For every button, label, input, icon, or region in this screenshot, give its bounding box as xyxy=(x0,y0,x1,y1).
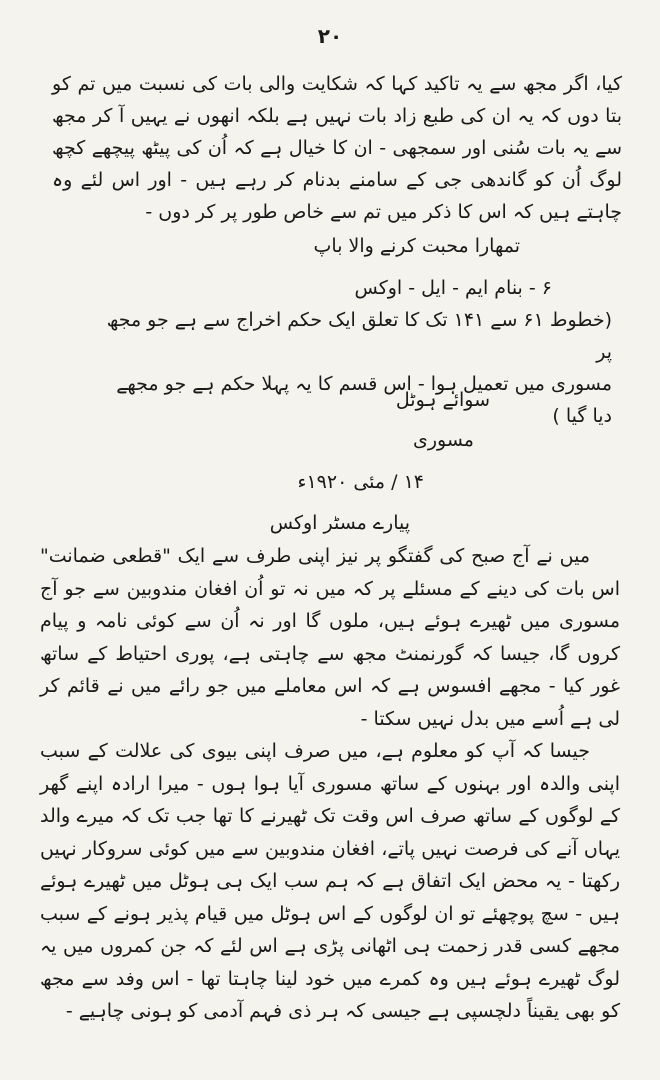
intro-paragraph xyxy=(52,68,622,228)
letter-paragraph-2: جیسا کہ آپ کو معلوم ہے، میں صرف اپنی بیوی کی علالت کے سبب اپنی والدہ اور بہنوں کے ساتھ مسوری آیا ہوا ہوں - میرا ارادہ اپنے گھر کے لوگوں کے ساتھ صرف اس وقت تک ٹھیرنے کا تھا جب تک کہ میرے والد یہاں آنے کی فرصت نہیں پاتے، افغان مندوبین سے میں کوئی سروکار نہیں رکھتا - یہ محض ایک اتفاق ہے کہ ہم سب ایک ہی ہوٹل میں ٹھیرے ہوئے ہیں - سچ پوچھئے تو ان لوگوں کے اس ہوٹل میں قیام پذیر ہونے کے سبب مجھے کسی قدر زحمت ہی اٹھانی پڑی ہے اس لئے کہ جن کمروں میں یہ لوگ ٹھیرے ہوئے ہیں وہ کمرے میں خود لینا چاہتا تھا - اس وفد سے مجھ کو بھی یقیناً دلچسپی ہے جیسی کہ ہر ذی فہم آدمی کو ہونی چاہیے - xyxy=(40,740,620,1022)
letter-note-line-2: مسوری میں تعمیل ہوا - اس قسم کا یہ پہلا حکم ہے جو مجھے دیا گیا ) xyxy=(116,373,612,427)
page-number: ۲۰ xyxy=(317,24,343,48)
closing-signature: تمھارا محبت کرنے والا باپ xyxy=(313,235,520,257)
letter-body xyxy=(40,540,620,1028)
letter-heading: ۶ - بنام ایم - ایل - اوکس xyxy=(354,277,552,299)
letter-date: ۱۴ / مئی ۱۹۲۰ء xyxy=(297,471,424,493)
city-name: مسوری xyxy=(413,429,474,451)
intro-paragraph-text: کیا، اگر مجھ سے یہ تاکید کہا کہ شکایت والی بات کی نسبت میں تم کو بتا دوں کہ یہ ان کی طبع زاد بات نہیں ہے بلکہ انھوں نے یہیں آ کر مجھ سے یہ بات سُنی اور سمجھی - ان کا خیال ہے کہ اُن کی پیٹھ پیچھے کچھ لوگ اُن کو گاندھی جی کے سامنے بدنام کر رہے ہیں - اور اس لئے وہ چاہتے ہیں کہ اس کا ذکر میں تم سے خاص طور پر کر دوں - xyxy=(52,73,622,223)
letter-paragraph-1: میں نے آج صبح کی گفتگو پر نیز اپنی طرف سے ایک "قطعی ضمانت" اس بات کی دینے کے مسئلے پر کہ میں نہ تو اُن افغان مندوبین سے جو آج مسوری میں ٹھیرے ہوئے ہیں، ملوں گا اور نہ اُن سے کوئی نامہ و پیام کروں گا، جیسا کہ گورنمنٹ مجھ سے چاہتی ہے، پوری احتیاط کے ساتھ غور کیا - مجھے افسوس ہے کہ اس معاملے میں جو رائے میں نے قائم کر لی ہے اُسے میں بدل نہیں سکتا - xyxy=(40,545,620,730)
letter-note-line-1: (خطوط ۶۱ سے ۱۴۱ تک کا تعلق ایک حکم اخراج سے ہے جو مجھ پر xyxy=(106,309,612,363)
letter-header xyxy=(92,272,612,432)
hotel-name: سوائے ہوٹل xyxy=(395,389,490,411)
salutation: پیارے مسٹر اوکس xyxy=(269,512,410,534)
